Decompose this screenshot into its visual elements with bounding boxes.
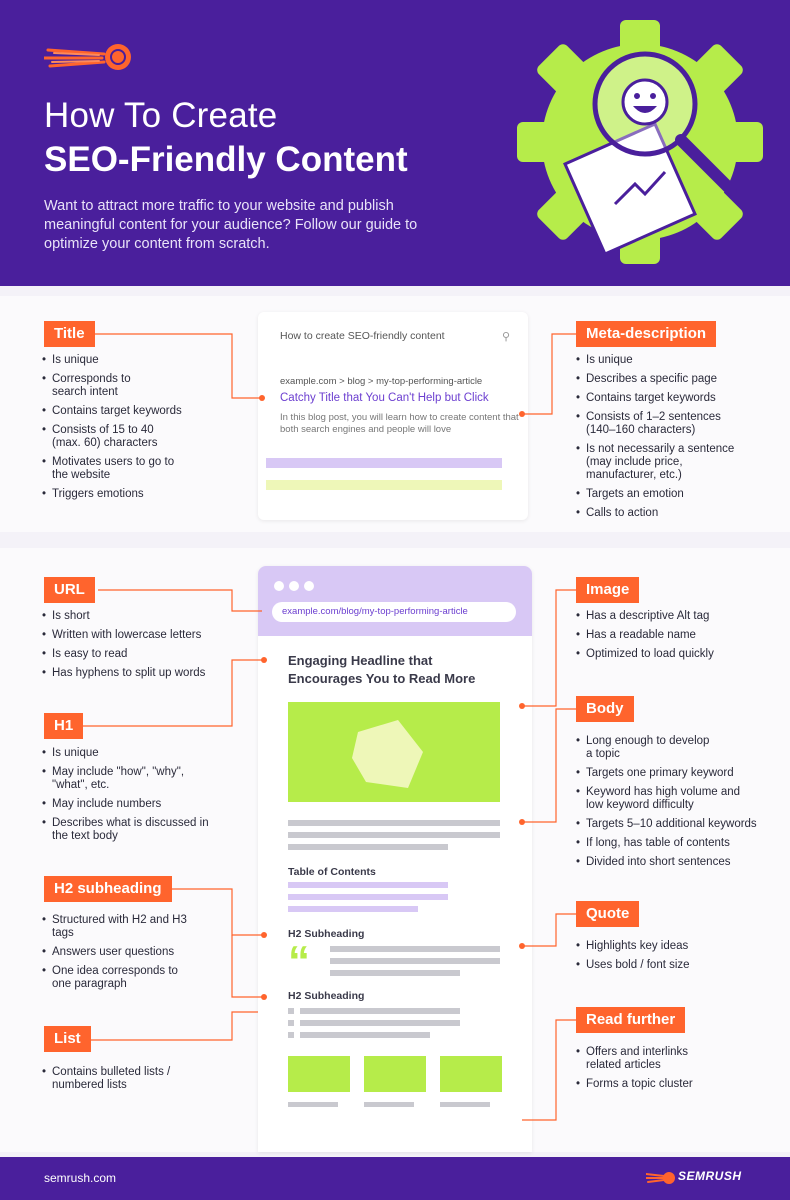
list-item: • Uses bold / font size: [576, 959, 766, 972]
list-item: • Is easy to read: [42, 648, 232, 661]
list-bullet: [288, 1020, 294, 1026]
gear-magnifier-illustration-icon: [505, 14, 775, 270]
list-item: • Calls to action: [576, 507, 761, 520]
list-item: • Describes what is discussed in the text body: [42, 817, 210, 843]
list-item: • Describes a specific page: [576, 373, 761, 386]
toc-line: [288, 906, 418, 912]
list-item: • Optimized to load quickly: [576, 648, 766, 661]
list-bullet: [288, 1008, 294, 1014]
title-label: Title: [44, 321, 95, 347]
text-line: [288, 844, 448, 850]
address-bar[interactable]: example.com/blog/my-top-performing-article: [272, 602, 516, 622]
body-criteria-list: [576, 735, 766, 875]
list-item: • Is short: [42, 610, 232, 623]
list-item: • If long, has table of contents: [576, 837, 766, 850]
list-line: [300, 1032, 430, 1038]
intro-text: Want to attract more traffic to your website and publish meaningful content for your audience? Follow our guide to optimize your content from scratch.: [44, 198, 418, 252]
list-item: • Written with lowercase letters: [42, 629, 232, 642]
list-item: • Consists of 15 to 40 (max. 60) characters: [42, 424, 172, 450]
article-browser-mockup: [258, 566, 532, 1152]
list-item: • Is not necessarily a sentence (may include price, manufacturer, etc.): [576, 443, 754, 482]
tile-caption: [440, 1102, 490, 1107]
hero-image: [288, 702, 500, 802]
list-item: • Targets one primary keyword: [576, 767, 766, 780]
body-label: Body: [576, 696, 634, 722]
list-item: • Answers user questions: [42, 946, 222, 959]
list-item: • Targets 5–10 additional keywords: [576, 818, 766, 831]
footer: [0, 1157, 790, 1200]
list-label: List: [44, 1026, 91, 1052]
toc-line: [288, 882, 448, 888]
list-item: • Keyword has high volume and low keyword difficulty: [576, 786, 746, 812]
placeholder-bar: [266, 458, 502, 468]
list-item: • Corresponds to search intent: [42, 373, 152, 399]
url-label: URL: [44, 577, 95, 603]
h1-criteria-list: [42, 747, 222, 849]
url-criteria-list: [42, 610, 232, 686]
tile-caption: [288, 1102, 338, 1107]
list-item: • One idea corresponds to one paragraph: [42, 965, 182, 991]
list-item: • Divided into short sentences: [576, 856, 766, 869]
search-query-text: How to create SEO-friendly content: [280, 330, 445, 342]
list-item: • Has a readable name: [576, 629, 766, 642]
window-dot: [289, 581, 299, 591]
list-item: • Contains target keywords: [576, 392, 761, 405]
list-item: • Motivates users to go to the website: [42, 456, 182, 482]
h2-subheading-2: H2 Subheading: [288, 990, 365, 1002]
list-item: • Highlights key ideas: [576, 940, 766, 953]
image-label: Image: [576, 577, 639, 603]
list-item: • Has a descriptive Alt tag: [576, 610, 766, 623]
serp-url: example.com > blog > my-top-performing-article: [280, 376, 483, 387]
list-item: • Is unique: [42, 354, 212, 367]
list-item: • Contains target keywords: [42, 405, 212, 418]
list-item: • Targets an emotion: [576, 488, 761, 501]
list-item: • Is unique: [42, 747, 222, 760]
list-criteria-list: [42, 1066, 212, 1098]
header-banner: [0, 0, 790, 286]
serp-description: In this blog post, you will learn how to create content that both search engines and people will love: [280, 412, 519, 435]
related-article-tile[interactable]: [364, 1056, 426, 1092]
list-item: • Triggers emotions: [42, 488, 212, 501]
title-criteria-list: [42, 354, 212, 507]
list-item: • Forms a topic cluster: [576, 1078, 766, 1091]
serp-title[interactable]: Catchy Title that You Can't Help but Click: [280, 392, 489, 404]
tile-caption: [364, 1102, 414, 1107]
meta-description-label: Meta-description: [576, 321, 716, 347]
list-item: • Long enough to develop a topic: [576, 735, 716, 761]
text-line: [288, 832, 500, 838]
semrush-comet-small-icon: [646, 1170, 676, 1184]
list-item: • May include numbers: [42, 798, 222, 811]
page-title-line1: How To Create: [44, 96, 278, 135]
list-line: [300, 1020, 460, 1026]
page-title-line2: SEO-Friendly Content: [44, 140, 408, 179]
read-further-label: Read further: [576, 1007, 685, 1033]
footer-url-link[interactable]: semrush.com: [44, 1171, 117, 1185]
footer-brand-name: SEMRUSH: [678, 1169, 742, 1183]
list-item: • Is unique: [576, 354, 761, 367]
search-result-card: [258, 312, 528, 520]
h1-label: H1: [44, 713, 83, 739]
quote-label: Quote: [576, 901, 639, 927]
read-further-criteria-list: [576, 1046, 766, 1097]
h2-subheading-1: H2 Subheading: [288, 928, 365, 940]
quote-line: [330, 958, 500, 964]
quote-criteria-list: [576, 940, 766, 978]
meta-description-criteria-list: [576, 354, 761, 526]
quote-mark-icon: “: [288, 937, 310, 986]
semrush-comet-logo-icon: [44, 42, 144, 72]
browser-toolbar: [258, 566, 532, 636]
h2-criteria-list: [42, 914, 222, 997]
list-item: • Offers and interlinks related articles: [576, 1046, 716, 1072]
related-article-tile[interactable]: [440, 1056, 502, 1092]
quote-line: [330, 970, 460, 976]
image-criteria-list: [576, 610, 766, 667]
footer-brand-logo: [646, 1169, 742, 1184]
toc-line: [288, 894, 448, 900]
list-item: • Has hyphens to split up words: [42, 667, 232, 680]
list-item: • Consists of 1–2 sentences (140–160 characters): [576, 411, 726, 437]
article-headline: Engaging Headline that Encourages You to Read More: [288, 653, 476, 686]
table-of-contents-heading: Table of Contents: [288, 866, 376, 878]
search-icon: ⚲: [502, 331, 511, 343]
list-item: • Structured with H2 and H3 tags: [42, 914, 202, 940]
window-dot: [304, 581, 314, 591]
list-item: • May include "how", "why", "what", etc.: [42, 766, 202, 792]
quote-line: [330, 946, 500, 952]
list-bullet: [288, 1032, 294, 1038]
text-line: [288, 820, 500, 826]
related-article-tile[interactable]: [288, 1056, 350, 1092]
list-line: [300, 1008, 460, 1014]
window-dot: [274, 581, 284, 591]
h2-subheading-label: H2 subheading: [44, 876, 172, 902]
placeholder-bar: [266, 480, 502, 490]
list-item: • Contains bulleted lists / numbered lists: [42, 1066, 192, 1092]
